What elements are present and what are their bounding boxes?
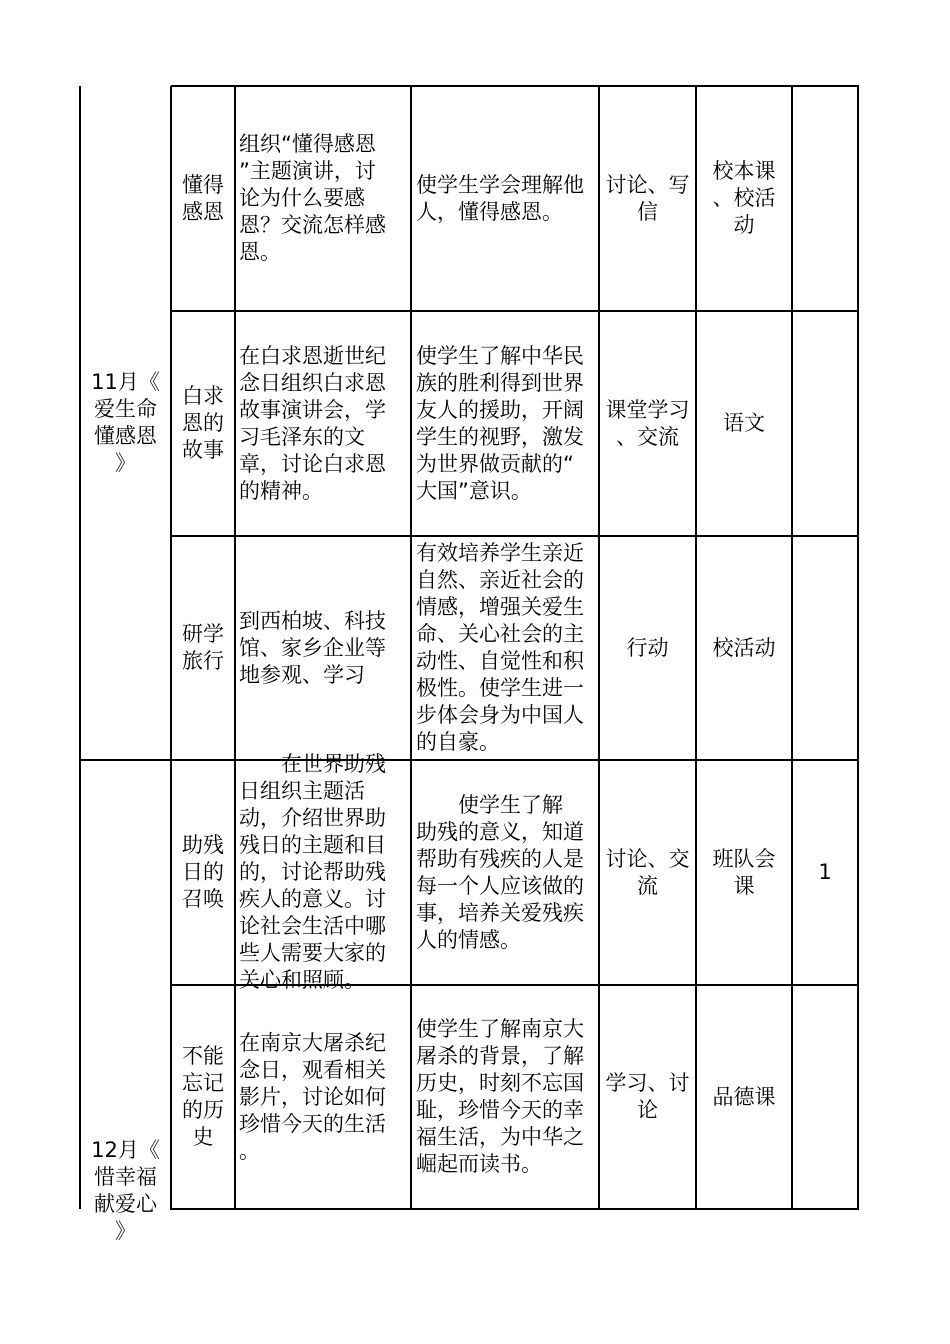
topic-cell <box>171 536 235 760</box>
content-cell-line: 故事演讲会，学 <box>239 397 386 422</box>
form-cell <box>696 985 792 1209</box>
goal-cell-line: 自然、亲近社会的 <box>416 568 584 592</box>
topic-cell-line: 恩的 <box>182 411 224 435</box>
content-cell-line: 疾人的意义。讨 <box>239 887 386 911</box>
form-cell <box>696 536 792 760</box>
form-cell-line: 语文 <box>723 411 765 435</box>
goal-cell-line: 福生活，为中华之 <box>416 1125 584 1149</box>
month-cell-line: 11月《 <box>91 370 160 394</box>
content-cell-line: 在南京大屠杀纪 <box>239 1030 386 1055</box>
hours-cell: 1 <box>818 860 832 884</box>
method-cell <box>599 760 696 985</box>
method-cell <box>599 86 696 311</box>
content-cell-line: 念日，观看相关 <box>239 1057 386 1082</box>
topic-cell-line: 故事 <box>182 438 224 462</box>
content-cell-line: 恩？交流怎样感 <box>239 213 386 237</box>
content-cell-line: 日组织主题活 <box>239 779 365 803</box>
topic-cell-line: 白求 <box>182 384 224 408</box>
content-cell-line: 。 <box>239 1138 260 1163</box>
content-cell <box>239 311 411 536</box>
content-cell-line: 关心和照顾。 <box>239 968 365 992</box>
goal-cell-line: 有效培养学生亲近 <box>416 541 584 565</box>
content-cell-line: 残日的主题和目 <box>239 833 386 857</box>
topic-cell <box>171 86 235 311</box>
content-cell-line: 习毛泽东的文 <box>239 424 365 449</box>
method-cell-line: 论 <box>637 1098 658 1122</box>
content-cell-line: 影片，讨论如何 <box>239 1084 386 1109</box>
content-cell-line: 地参观、学习 <box>239 662 365 687</box>
form-cell-line: 动 <box>733 213 755 237</box>
topic-cell <box>171 760 235 985</box>
form-cell-line: 班队会 <box>712 846 776 871</box>
goal-cell-line: 友人的援助，开阔 <box>416 397 584 422</box>
content-cell-line: 些人需要大家的 <box>239 941 386 965</box>
method-cell-line: 流 <box>637 873 658 898</box>
content-cell-line: 到西柏坡、科技 <box>239 608 386 633</box>
topic-cell-line: 不能 <box>182 1044 224 1068</box>
goal-cell-line: 屠杀的背景，了解 <box>416 1044 584 1068</box>
goal-cell-line: 使学生学会理解他 <box>416 172 584 197</box>
content-cell-line: 组织“懂得感恩 <box>239 132 376 156</box>
goal-cell-line: 命、关心社会的主 <box>416 622 584 646</box>
method-cell-line: 课堂学习 <box>605 397 690 422</box>
month-cell-line: 》 <box>115 451 136 475</box>
goal-cell-line: 使学生了解南京大 <box>416 1017 584 1041</box>
goal-cell-line: 情感，增强关爱生 <box>416 595 584 619</box>
form-cell-line: 课 <box>733 873 755 898</box>
goal-cell <box>416 86 599 311</box>
content-cell <box>239 536 411 760</box>
month-cell-line: 惜幸福 <box>94 1165 157 1189</box>
form-cell <box>696 760 792 985</box>
content-cell-line: 的精神。 <box>239 478 323 503</box>
goal-cell-line: 事，培养关爱残疾 <box>416 900 584 925</box>
topic-cell-line: 日的 <box>182 860 224 884</box>
topic-cell-line: 感恩 <box>182 199 224 224</box>
method-cell-line: 讨论、交 <box>605 846 690 871</box>
content-cell-line: 的，讨论帮助残 <box>239 860 386 884</box>
goal-cell-line: 学生的视野，激发 <box>416 424 584 449</box>
method-cell <box>599 311 696 536</box>
topic-cell-line: 助残 <box>182 833 224 857</box>
form-cell-line: 品德课 <box>712 1084 776 1109</box>
month-cell <box>80 760 171 1245</box>
goal-cell-line: 助残的意义，知道 <box>416 819 584 844</box>
content-cell-line: 馆、家乡企业等 <box>239 635 386 660</box>
content-cell <box>239 86 411 311</box>
goal-cell-line: 人，懂得感恩。 <box>416 199 563 224</box>
goal-cell-line: 每一个人应该做的 <box>416 873 584 898</box>
goal-cell-line: 人的情感。 <box>416 927 521 952</box>
goal-cell-line: 步体会身为中国人 <box>416 703 584 727</box>
month-cell-line: 》 <box>115 1219 136 1243</box>
content-cell-line: 念日组织白求恩 <box>239 370 386 395</box>
content-cell-line: ”主题演讲，讨 <box>239 159 376 183</box>
goal-cell <box>416 985 599 1209</box>
goal-cell-line: 帮助有残疾的人是 <box>416 846 584 871</box>
form-cell-line: 、校活 <box>712 186 776 210</box>
goal-cell <box>416 311 599 536</box>
method-cell-line: 、交流 <box>616 424 679 449</box>
method-cell <box>599 536 696 760</box>
content-cell-line: 章，讨论白求恩 <box>239 451 386 476</box>
month-cell-line: 献爱心 <box>94 1192 157 1216</box>
topic-cell-line: 的历 <box>182 1098 224 1122</box>
content-cell-line: 珍惜今天的生活 <box>239 1111 386 1136</box>
topic-cell-line: 忘记 <box>182 1071 224 1095</box>
month-cell-line: 12月《 <box>91 1138 160 1162</box>
content-cell-line: 在世界助残 <box>239 752 386 776</box>
form-cell <box>696 86 792 311</box>
goal-cell-line: 极性。使学生进一 <box>416 676 584 700</box>
month-cell-line: 懂感恩 <box>94 424 157 448</box>
method-cell <box>599 985 696 1209</box>
topic-cell-line: 召唤 <box>182 887 224 911</box>
goal-cell-line: 族的胜利得到世界 <box>416 370 584 395</box>
form-cell-line: 校本课 <box>712 159 776 183</box>
goal-cell-line: 为世界做贡献的“ <box>416 451 574 476</box>
method-cell-line: 学习、讨 <box>605 1071 690 1095</box>
goal-cell-line: 使学生了解 <box>416 792 563 817</box>
hours-cell <box>792 536 858 760</box>
topic-cell-line: 史 <box>192 1125 214 1149</box>
topic-cell-line: 旅行 <box>182 649 224 673</box>
content-cell-line: 论为什么要感 <box>239 186 365 210</box>
form-cell-line: 校活动 <box>712 635 776 660</box>
topic-cell <box>171 311 235 536</box>
month-cell-line: 爱生命 <box>94 397 157 421</box>
form-cell <box>696 311 792 536</box>
content-cell <box>239 752 411 992</box>
goal-cell-line: 崛起而读书。 <box>416 1152 542 1176</box>
month-cell <box>80 86 171 760</box>
content-cell-line: 在白求恩逝世纪 <box>239 343 386 368</box>
content-cell-line: 恩。 <box>239 240 281 264</box>
topic-cell-line: 懂得 <box>182 172 224 197</box>
method-cell-line: 行动 <box>626 635 669 660</box>
hours-cell <box>792 311 858 536</box>
content-cell-line: 论社会生活中哪 <box>239 914 386 938</box>
content-cell-line: 动，介绍世界助 <box>239 806 386 830</box>
goal-cell-line: 耻，珍惜今天的幸 <box>416 1098 584 1122</box>
goal-cell-line: 使学生了解中华民 <box>416 343 584 368</box>
hours-cell <box>792 985 858 1209</box>
hours-cell <box>792 86 858 311</box>
topic-cell-line: 研学 <box>182 622 224 646</box>
goal-cell <box>416 536 599 760</box>
goal-cell-line: 大国”意识。 <box>416 478 532 503</box>
goal-cell-line: 动性、自觉性和积 <box>416 649 584 673</box>
content-cell <box>239 985 411 1209</box>
goal-cell <box>416 760 599 985</box>
topic-cell <box>171 985 235 1209</box>
goal-cell-line: 的自豪。 <box>416 730 500 754</box>
goal-cell-line: 历史，时刻不忘国 <box>416 1071 584 1095</box>
method-cell-line: 讨论、写 <box>605 172 690 197</box>
method-cell-line: 信 <box>637 199 658 224</box>
